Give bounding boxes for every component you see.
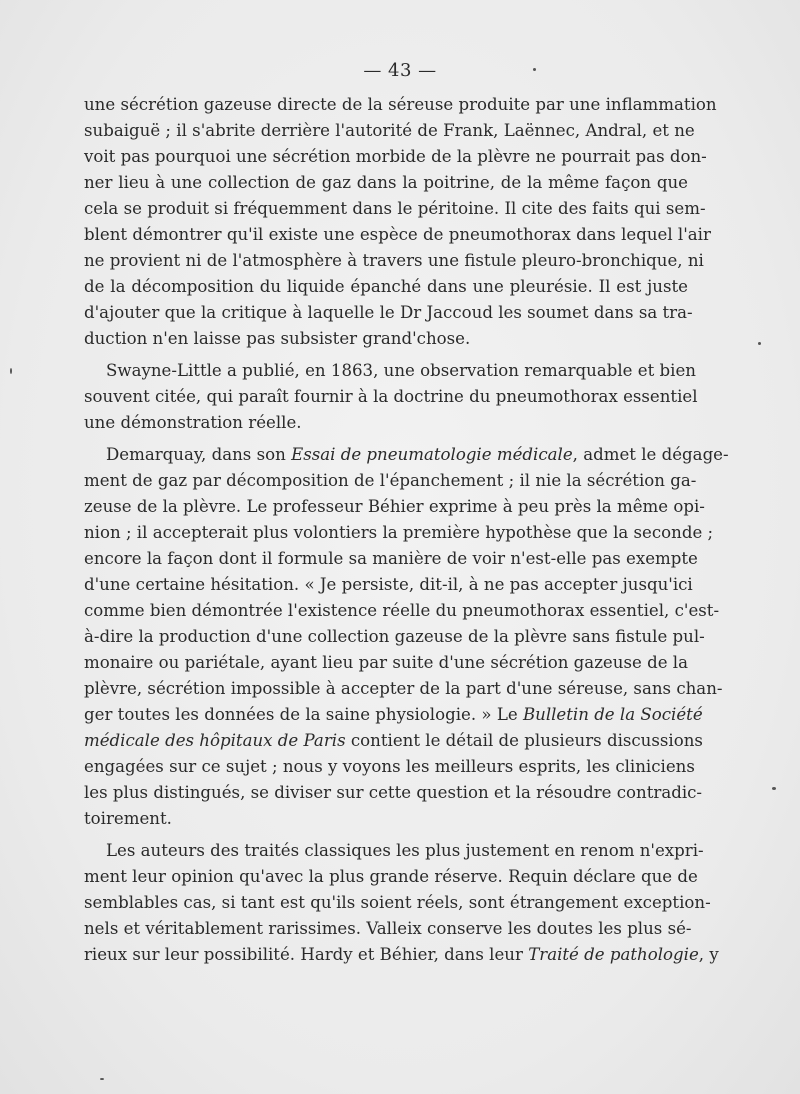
text-line [84,520,714,546]
text-segment: Les auteurs des traités classiques les plus justement en renom n'expri- [106,841,704,860]
page-number: — 43 — [363,60,437,81]
text-segment: ger toutes les données de la saine physiologie. » Le [84,705,523,724]
text-line [84,170,688,196]
print-speck [10,368,12,374]
text-line [84,468,697,494]
text-segment: d'une certaine hésitation. « Je persiste, dit-il, à ne pas accepter jusqu'ici [84,575,693,594]
text-segment: une démonstration réelle. [84,413,302,432]
text-segment: subaiguë ; il s'abrite derrière l'autorité de Frank, Laënnec, Andral, et ne [84,121,695,140]
body-text [84,92,729,968]
text-segment: les plus distingués, se diviser sur cette question et la résoudre contradic- [84,783,703,802]
text-line [84,838,704,864]
text-segment: toirement. [84,809,172,828]
text-line [84,92,717,118]
text-line [84,196,706,222]
text-line [84,942,719,968]
print-speck [100,1078,104,1080]
text-line [84,300,693,326]
text-line [84,890,711,916]
text-segment: ne provient ni de l'atmosphère à travers une fistule pleuro-bronchique, ni [84,251,704,270]
text-segment: cela se produit si fréquemment dans le péritoine. Il cite des faits qui sem- [84,199,706,218]
text-segment: voit pas pourquoi une sécrétion morbide de la plèvre ne pourrait pas don- [84,147,707,166]
print-speck [533,68,536,71]
print-speck [772,787,776,790]
text-line [84,624,705,650]
text-segment: Demarquay, dans son [106,445,292,464]
text-segment: nion ; il accepterait plus volontiers la première hypothèse que la seconde ; [84,523,714,542]
text-segment: plèvre, sécrétion impossible à accepter de la part d'une séreuse, sans chan- [84,679,723,698]
text-segment: à-dire la production d'une collection gazeuse de la plèvre sans fistule pul- [84,627,705,646]
text-line [84,326,688,352]
text-segment: encore la façon dont il formule sa manière de voir n'est-elle pas exempte [84,549,698,568]
text-line [84,494,705,520]
text-segment: zeuse de la plèvre. Le professeur Béhier exprime à peu près la même opi- [84,497,705,516]
text-segment: ment leur opinion qu'avec la plus grande réserve. Requin déclare que de [84,867,698,886]
text-line [84,546,698,572]
text-line [84,222,711,248]
text-segment: de la décomposition du liquide épanché dans une pleurésie. Il est juste [84,277,688,296]
text-line [84,780,703,806]
text-segment: engagées sur ce sujet ; nous y voyons les meilleurs esprits, les cliniciens [84,757,695,776]
text-segment: , admet le dégage- [572,445,729,464]
text-line [84,358,696,384]
text-segment: comme bien démontrée l'existence réelle du pneumothorax essentiel, c'est- [84,601,720,620]
italic-title: Essai de pneumatologie médicale [291,445,573,464]
text-segment: une sécrétion gazeuse directe de la séreuse produite par une inflammation [84,95,717,114]
text-line [84,442,729,468]
text-line [84,384,698,410]
text-line [84,118,695,144]
text-line [84,274,688,300]
text-segment: nels et véritablement rarissimes. Valleix conserve les doutes les plus sé- [84,919,692,938]
italic-title: Traité de pathologie [528,945,699,964]
print-speck [758,342,761,345]
text-segment: semblables cas, si tant est qu'ils soient réels, sont étrangement exception- [84,893,711,912]
text-line [84,806,688,832]
text-segment: d'ajouter que la critique à laquelle le Dr Jaccoud les soumet dans sa tra- [84,303,693,322]
text-line [84,864,698,890]
text-segment: blent démontrer qu'il existe une espèce de pneumothorax dans lequel l'air [84,225,711,244]
text-line [84,916,692,942]
text-line [84,754,695,780]
text-line [84,650,688,676]
text-segment: rieux sur leur possibilité. Hardy et Béhier, dans leur [84,945,529,964]
text-line [84,702,703,728]
text-segment: contient le détail de plusieurs discussions [345,731,703,750]
text-line [84,248,704,274]
text-segment: souvent citée, qui paraît fournir à la doctrine du pneumothorax essentiel [84,387,698,406]
italic-title: Bulletin de la Société [522,705,703,724]
text-segment: monaire ou pariétale, ayant lieu par suite d'une sécrétion gazeuse de la [84,653,688,672]
text-line [84,728,703,754]
text-line [84,598,720,624]
text-segment: duction n'en laisse pas subsister grand'chose. [84,329,471,348]
text-line [84,144,707,170]
text-segment: , y [698,945,719,964]
italic-title: médicale des hôpitaux de Paris [84,731,346,750]
text-line [84,676,723,702]
text-segment: Swayne-Little a publié, en 1863, une observation remarquable et bien [106,361,696,380]
text-segment: ment de gaz par décomposition de l'épanchement ; il nie la sécrétion ga- [84,471,697,490]
text-line [84,410,688,436]
text-segment: ner lieu à une collection de gaz dans la poitrine, de la même façon que [84,173,688,192]
text-line [84,572,693,598]
